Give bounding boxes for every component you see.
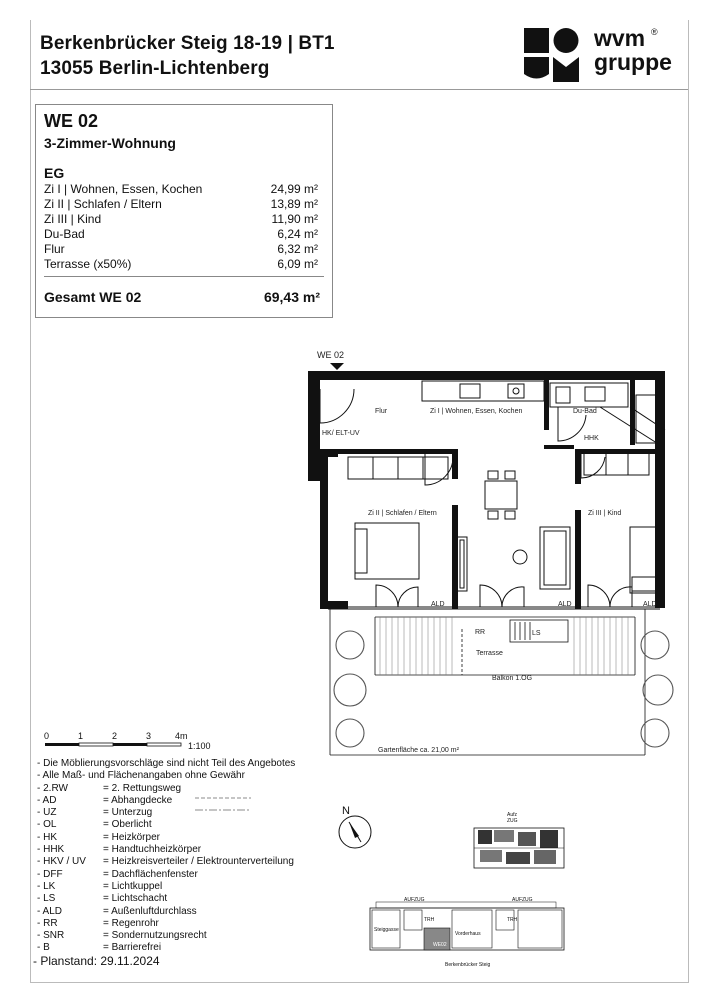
legend-note-text: - Alle Maß- und Flächenangaben ohne Gewähr	[37, 770, 245, 782]
total-area: 69,43 m²	[263, 289, 320, 305]
plan-label-zi3: Zi III | Kind	[588, 510, 622, 517]
keyplan-unit-mark: WE02	[433, 942, 447, 948]
scale-tick: 1	[78, 731, 84, 741]
legend-desc: = Handtuchheizkörper	[103, 844, 202, 856]
mini-aufz-label: Aufz	[507, 812, 518, 818]
legend-desc: = Sondernutzungsrecht	[103, 930, 207, 942]
legend-desc: = Lichtkuppel	[103, 880, 163, 892]
room-area: 24,99 m²	[270, 182, 318, 196]
plan-label-ald: ALD	[431, 601, 445, 608]
wvm-logo-icon	[523, 27, 579, 83]
legend-key: - UZ	[37, 807, 57, 819]
room-name: Zi II | Schlafen / Eltern	[44, 197, 162, 211]
plan-label-flur: Flur	[375, 408, 388, 415]
unit-type: 3-Zimmer-Wohnung	[44, 135, 176, 151]
unit-info-box	[35, 104, 333, 318]
legend-desc: = Dachflächenfenster	[103, 868, 198, 880]
legend-key: - ALD	[37, 905, 63, 917]
legend-key: - RR	[37, 917, 58, 929]
room-name: Du-Bad	[44, 227, 85, 241]
compass-icon	[335, 808, 375, 850]
room-name: Zi I | Wohnen, Essen, Kochen	[44, 182, 203, 196]
plan-label-balkon: Balkon 1.OG	[492, 675, 533, 682]
room-row	[44, 227, 320, 242]
legend-key: - OL	[37, 819, 57, 831]
keyplan-street: Berkenbrücker Steig	[445, 962, 491, 968]
unit-id: WE 02	[44, 111, 99, 131]
legend-key: - DFF	[37, 868, 63, 880]
scale-bar	[44, 742, 189, 750]
legend-key: - 2.RW	[37, 782, 68, 794]
legend-desc: = Unterzug	[103, 807, 153, 819]
legend-key: - HKV / UV	[37, 856, 86, 868]
legend-key: - AD	[37, 794, 57, 806]
legend-desc: = 2. Rettungsweg	[103, 782, 182, 794]
plan-label-rr: RR	[475, 629, 486, 636]
plan-label-hk-elt: HK/ ELT-UV	[322, 430, 360, 437]
room-list	[44, 182, 320, 272]
scale-ratio: 1:100	[188, 741, 211, 751]
room-area: 13,89 m²	[270, 197, 318, 211]
keyplan	[368, 892, 568, 958]
total-label: Gesamt WE 02	[44, 289, 142, 305]
legend-desc: = Abhangdecke	[103, 794, 173, 806]
legend-line-swatches	[195, 796, 255, 820]
keyplan-aufzug: AUFZUG	[512, 897, 533, 903]
room-row	[44, 197, 320, 212]
address-line-2: 13055 Berlin-Lichtenberg	[40, 58, 270, 79]
legend-desc: = Außenluftdurchlass	[103, 905, 197, 917]
plan-entry-label: WE 02	[317, 350, 345, 360]
logo-wvm: wvm	[594, 25, 646, 51]
plan-label-dubad: Du-Bad	[573, 408, 597, 415]
legend-key: - LK	[37, 880, 56, 892]
logo-gruppe: gruppe	[594, 49, 672, 75]
site-mini-plan	[470, 818, 570, 872]
legend-desc: = Regenrohr	[103, 917, 159, 929]
room-name: Terrasse (x50%)	[44, 257, 132, 271]
plan-label-hhk: HHK	[584, 435, 599, 442]
compass-label: N	[342, 805, 350, 817]
plan-label-ald: ALD	[643, 601, 657, 608]
legend-desc: = Heizkreisverteiler / Elektrounterverteilung	[103, 856, 294, 868]
room-row	[44, 182, 320, 197]
keyplan-vorderhaus: Vorderhaus	[455, 931, 481, 937]
plan-label-terrasse: Terrasse	[476, 650, 503, 657]
scale-tick: 0	[44, 731, 50, 741]
plan-label-zi2: Zi II | Schlafen / Eltern	[368, 510, 437, 517]
room-area: 6,09 m²	[277, 257, 318, 271]
planstand: - Planstand: 29.11.2024	[33, 954, 160, 968]
floor-label: EG	[44, 165, 65, 181]
keyplan-trh: TRH	[507, 917, 518, 923]
logo-registered: ®	[651, 27, 658, 37]
room-row	[44, 212, 320, 227]
plan-label-ls: LS	[532, 630, 541, 637]
room-name: Zi III | Kind	[44, 212, 102, 226]
keyplan-aufzug: AUFZUG	[404, 897, 425, 903]
room-area: 6,24 m²	[277, 227, 318, 241]
entry-arrow-icon	[330, 363, 344, 370]
legend-desc: = Oberlicht	[103, 819, 152, 831]
room-area: 6,32 m²	[277, 242, 318, 256]
plan-label-ald: ALD	[558, 601, 572, 608]
mini-zug-label: ZUG	[507, 818, 518, 824]
legend-desc: = Lichtschacht	[103, 893, 168, 905]
room-row	[44, 242, 320, 257]
total-divider	[44, 276, 324, 277]
room-name: Flur	[44, 242, 65, 256]
scale-tick: 4m	[175, 731, 188, 741]
legend-desc: = Heizkörper	[103, 831, 160, 843]
legend-note-text: - Die Möblierungsvorschläge sind nicht Teil des Angebotes	[37, 758, 296, 769]
room-area: 11,90 m²	[271, 212, 318, 226]
room-row	[44, 257, 320, 272]
legend-key: - HK	[37, 831, 57, 843]
header-divider	[30, 89, 688, 90]
legend-key: - LS	[37, 893, 56, 905]
address-line-1: Berkenbrücker Steig 18-19 | BT1	[40, 33, 335, 54]
legend-key: - SNR	[37, 930, 65, 942]
legend-key: - HHK	[37, 844, 65, 856]
total-row	[44, 289, 320, 305]
keyplan-trh: TRH	[424, 917, 435, 923]
plan-label-zi1: Zi I | Wohnen, Essen, Kochen	[430, 408, 523, 415]
keyplan-steiggasse: Steiggasse	[374, 927, 399, 933]
legend-key: - B	[37, 942, 50, 954]
scale-tick: 2	[112, 731, 118, 741]
legend-desc: = Barrierefrei	[103, 942, 162, 954]
plan-label-garten: Gartenfläche ca. 21,00 m²	[378, 747, 459, 754]
scale-tick: 3	[146, 731, 152, 741]
